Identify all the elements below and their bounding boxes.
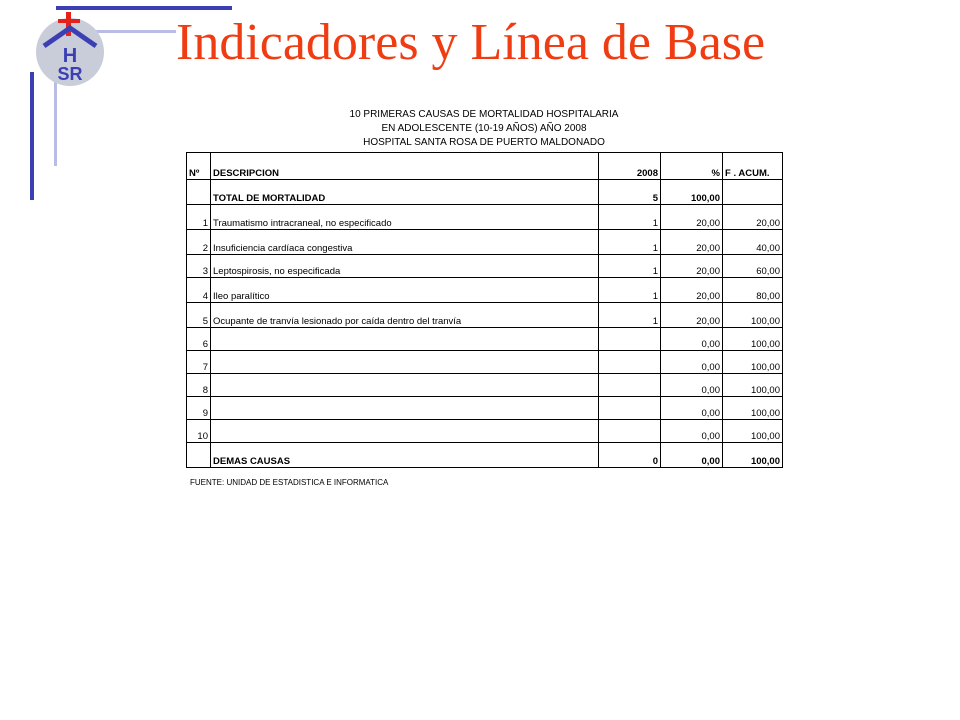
cell-no: 1 <box>187 205 211 230</box>
table-row <box>187 351 783 374</box>
cell-no <box>187 180 211 205</box>
mortality-table <box>186 152 783 468</box>
table-row <box>187 303 783 328</box>
table-header-row <box>187 153 783 180</box>
cell-no: 8 <box>187 374 211 397</box>
cell-percent: 0,00 <box>661 443 723 468</box>
cell-description: TOTAL DE MORTALIDAD <box>211 180 599 205</box>
column-header-no: Nº <box>187 153 211 180</box>
report-header-line-1: 10 PRIMERAS CAUSAS DE MORTALIDAD HOSPITALARIA <box>349 109 619 120</box>
table-row <box>187 255 783 278</box>
cell-count: 5 <box>599 180 661 205</box>
cell-count: 1 <box>599 255 661 278</box>
cell-percent: 20,00 <box>661 303 723 328</box>
hospital-logo <box>34 6 106 88</box>
cell-cumulative: 100,00 <box>723 443 783 468</box>
cell-description <box>211 328 599 351</box>
cell-description: Traumatismo intracraneal, no especificado <box>211 205 599 230</box>
report-header <box>186 108 782 150</box>
cell-percent: 20,00 <box>661 278 723 303</box>
cell-description <box>211 374 599 397</box>
table-row <box>187 420 783 443</box>
cell-cumulative: 80,00 <box>723 278 783 303</box>
cell-description: Ocupante de tranvía lesionado por caída dentro del tranvía <box>211 303 599 328</box>
cell-description: Insuficiencia cardíaca congestiva <box>211 230 599 255</box>
cell-percent: 0,00 <box>661 351 723 374</box>
cell-description: Ileo paralítico <box>211 278 599 303</box>
cell-count: 1 <box>599 230 661 255</box>
report-header-line-3: HOSPITAL SANTA ROSA DE PUERTO MALDONADO <box>363 137 605 148</box>
cell-cumulative: 100,00 <box>723 397 783 420</box>
svg-text:SR: SR <box>57 64 83 84</box>
cell-cumulative: 100,00 <box>723 328 783 351</box>
column-header-percent: % <box>661 153 723 180</box>
cell-description: DEMAS CAUSAS <box>211 443 599 468</box>
cell-no: 2 <box>187 230 211 255</box>
table-row <box>187 205 783 230</box>
cell-no: 10 <box>187 420 211 443</box>
cell-no: 7 <box>187 351 211 374</box>
cell-no <box>187 443 211 468</box>
cell-percent: 20,00 <box>661 255 723 278</box>
cell-percent: 0,00 <box>661 397 723 420</box>
cell-percent: 20,00 <box>661 205 723 230</box>
table-row <box>187 328 783 351</box>
column-header-cumulative: F . ACUM. <box>723 153 783 180</box>
cell-description <box>211 397 599 420</box>
cell-count: 1 <box>599 278 661 303</box>
cell-count <box>599 397 661 420</box>
cell-no: 5 <box>187 303 211 328</box>
decorative-line-left <box>30 72 34 200</box>
cell-percent: 0,00 <box>661 374 723 397</box>
column-header-description: DESCRIPCION <box>211 153 599 180</box>
total-row <box>187 180 783 205</box>
table-row <box>187 278 783 303</box>
cell-count <box>599 374 661 397</box>
source-note: FUENTE: UNIDAD DE ESTADISTICA E INFORMATICA <box>190 478 389 487</box>
cell-percent: 0,00 <box>661 328 723 351</box>
cell-no: 4 <box>187 278 211 303</box>
cell-no: 9 <box>187 397 211 420</box>
cell-description: Leptospirosis, no especificada <box>211 255 599 278</box>
table-row <box>187 397 783 420</box>
cell-percent: 20,00 <box>661 230 723 255</box>
report-header-line-2: EN ADOLESCENTE (10-19 AÑOS) AÑO 2008 <box>381 123 587 134</box>
cell-cumulative: 100,00 <box>723 420 783 443</box>
cell-count: 1 <box>599 303 661 328</box>
column-header-2008: 2008 <box>599 153 661 180</box>
cell-cumulative: 60,00 <box>723 255 783 278</box>
cell-cumulative <box>723 180 783 205</box>
cell-cumulative: 100,00 <box>723 351 783 374</box>
cell-no: 6 <box>187 328 211 351</box>
cell-cumulative: 40,00 <box>723 230 783 255</box>
svg-text:H: H <box>62 45 78 67</box>
table-row <box>187 230 783 255</box>
cell-count: 0 <box>599 443 661 468</box>
cell-cumulative: 100,00 <box>723 374 783 397</box>
cell-description <box>211 420 599 443</box>
cell-count <box>599 351 661 374</box>
cell-count <box>599 328 661 351</box>
cell-percent: 0,00 <box>661 420 723 443</box>
cell-no: 3 <box>187 255 211 278</box>
cell-percent: 100,00 <box>661 180 723 205</box>
cell-cumulative: 20,00 <box>723 205 783 230</box>
cell-count: 1 <box>599 205 661 230</box>
cell-description <box>211 351 599 374</box>
table-row <box>187 374 783 397</box>
cell-cumulative: 100,00 <box>723 303 783 328</box>
cell-count <box>599 420 661 443</box>
other-causes-row <box>187 443 783 468</box>
slide-title: Indicadores y Línea de Base <box>176 14 766 71</box>
